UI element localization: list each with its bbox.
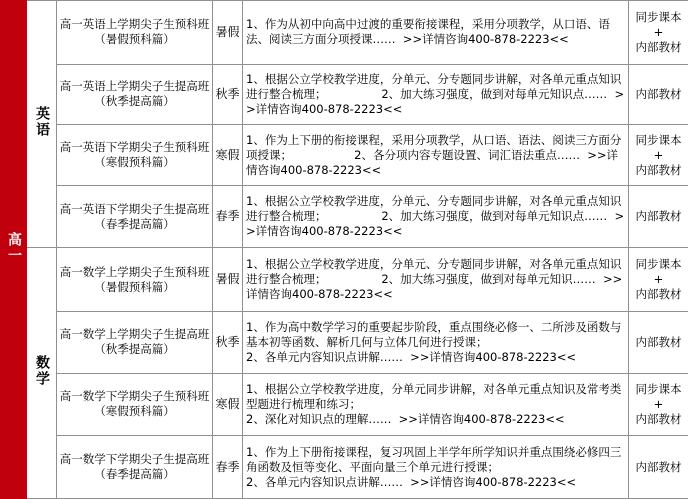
course-description: 1、根据公立学校教学进度，分单元、分专题同步讲解，对各单元重点知识进行整合梳理； 2、加大练习强度，做到对每单元知识点…… >>详情咨询400-878-2223<< xyxy=(246,71,625,116)
material-label: 内部教材 xyxy=(635,209,682,224)
course-name-cell xyxy=(57,185,213,248)
term-label: 秋季 xyxy=(215,86,240,101)
term-cell xyxy=(213,1,243,65)
table-row xyxy=(1,248,688,312)
material-label: 同步课本 + 内部教材 xyxy=(635,132,682,177)
material-label: 同步课本 + 内部教材 xyxy=(635,381,682,426)
material-cell xyxy=(629,185,688,248)
course-description: 1、根据公立学校教学进度，分单元同步讲解，对各单元重点知识及常考类型题进行梳理和练习； 2、深化对知识点的理解…… >>详情咨询400-878-2223<< xyxy=(246,381,622,426)
description-cell xyxy=(243,436,629,499)
grade-label: 高一 xyxy=(6,231,22,264)
table-row xyxy=(1,1,688,65)
course-name: 高一英语下学期尖子生预科班 （寒假预科篇） xyxy=(59,140,210,170)
course-description: 1、作为上下册衔接课程，复习巩固上半学年所学知识并重点围绕必修四三角函数及恒等变化、平面向量三个单元进行授课； 2、各单元内容知识点讲解…… >>详情咨询400-878-2223<< xyxy=(246,444,622,489)
description-cell xyxy=(243,373,629,436)
description-cell xyxy=(243,312,629,374)
material-label: 同步课本 + 内部教材 xyxy=(635,257,682,302)
term-label: 春季 xyxy=(215,209,240,224)
term-label: 暑假 xyxy=(215,272,240,287)
course-description: 1、根据公立学校教学进度，分单元、分专题同步讲解，对各单元重点知识进行整合梳理； 2、加大练习强度，做到对每单元知识点…… >>详情咨询400-878-2223<< xyxy=(246,194,625,239)
course-name: 高一英语上学期尖子生提高班 （秋季提高篇） xyxy=(59,79,210,109)
course-name: 高一数学下学期尖子生预科班 （寒假预科篇） xyxy=(59,389,210,419)
description-cell xyxy=(243,125,629,186)
course-name: 高一英语下学期尖子生提高班 （春季提高篇） xyxy=(59,201,210,231)
term-cell xyxy=(213,373,243,436)
subject-label: 英语 xyxy=(34,106,50,139)
term-label: 春季 xyxy=(215,459,240,474)
course-name: 高一英语上学期尖子生预科班 （暑假预科篇） xyxy=(59,17,210,47)
description-cell xyxy=(243,1,629,65)
course-name-cell xyxy=(57,436,213,499)
subject-label: 数学 xyxy=(34,355,50,388)
subject-cell-math xyxy=(27,248,57,499)
material-label: 同步课本 + 内部教材 xyxy=(635,9,682,54)
material-cell xyxy=(629,373,688,436)
table-row xyxy=(1,436,688,499)
table-row xyxy=(1,312,688,374)
term-cell xyxy=(213,185,243,248)
subject-cell-english xyxy=(27,1,57,248)
course-name: 高一数学上学期尖子生预科班 （暑假预科篇） xyxy=(59,264,210,294)
material-cell xyxy=(629,1,688,65)
term-cell xyxy=(213,248,243,312)
material-label: 内部教材 xyxy=(635,334,682,349)
term-label: 寒假 xyxy=(215,147,240,162)
material-cell xyxy=(629,248,688,312)
description-cell xyxy=(243,64,629,125)
description-cell xyxy=(243,248,629,312)
course-name-cell xyxy=(57,248,213,312)
course-name-cell xyxy=(57,312,213,374)
course-description: 1、作为从初中向高中过渡的重要衔接课程，采用分项教学，从口语、语法、阅读三方面分项授课…… >>详情咨询400-878-2223<< xyxy=(246,17,610,47)
course-name: 高一数学上学期尖子生提高班 （秋季提高篇） xyxy=(59,327,210,357)
material-cell xyxy=(629,64,688,125)
term-cell xyxy=(213,64,243,125)
course-description: 1、作为高中数学学习的重要起步阶段，重点围绕必修一、二所涉及函数与基本初等函数、解析几何与立体几何进行授课； 2、各单元内容知识点讲解…… >>详情咨询400-878-2223<< xyxy=(246,319,622,364)
description-cell xyxy=(243,185,629,248)
material-label: 内部教材 xyxy=(635,86,682,101)
term-label: 寒假 xyxy=(215,396,240,411)
course-name: 高一数学下学期尖子生提高班 （春季提高篇） xyxy=(59,452,210,482)
course-description: 1、根据公立学校教学进度，分单元、分专题同步讲解，对各单元重点知识进行整合梳理； 2、加大练习强度，做到对每单元知识…… >>详情咨询400-878-2223<< xyxy=(246,257,623,302)
term-cell xyxy=(213,125,243,186)
table-row xyxy=(1,185,688,248)
material-label: 内部教材 xyxy=(635,459,682,474)
table-row xyxy=(1,125,688,186)
table-row xyxy=(1,373,688,436)
term-cell xyxy=(213,436,243,499)
grade-cell xyxy=(1,1,27,499)
term-label: 暑假 xyxy=(215,24,240,39)
term-cell xyxy=(213,312,243,374)
term-label: 秋季 xyxy=(215,334,240,349)
material-cell xyxy=(629,125,688,186)
course-name-cell xyxy=(57,64,213,125)
table-row xyxy=(1,64,688,125)
course-name-cell xyxy=(57,373,213,436)
course-name-cell xyxy=(57,125,213,186)
course-name-cell xyxy=(57,1,213,65)
course-description: 1、作为上下册的衔接课程，采用分项教学，从口语、语法、阅读三方面分项授课； 2、各分项内容专题设置、词汇语法重点…… >>详情咨询400-878-2223<< xyxy=(246,132,622,177)
material-cell xyxy=(629,312,688,374)
material-cell xyxy=(629,436,688,499)
